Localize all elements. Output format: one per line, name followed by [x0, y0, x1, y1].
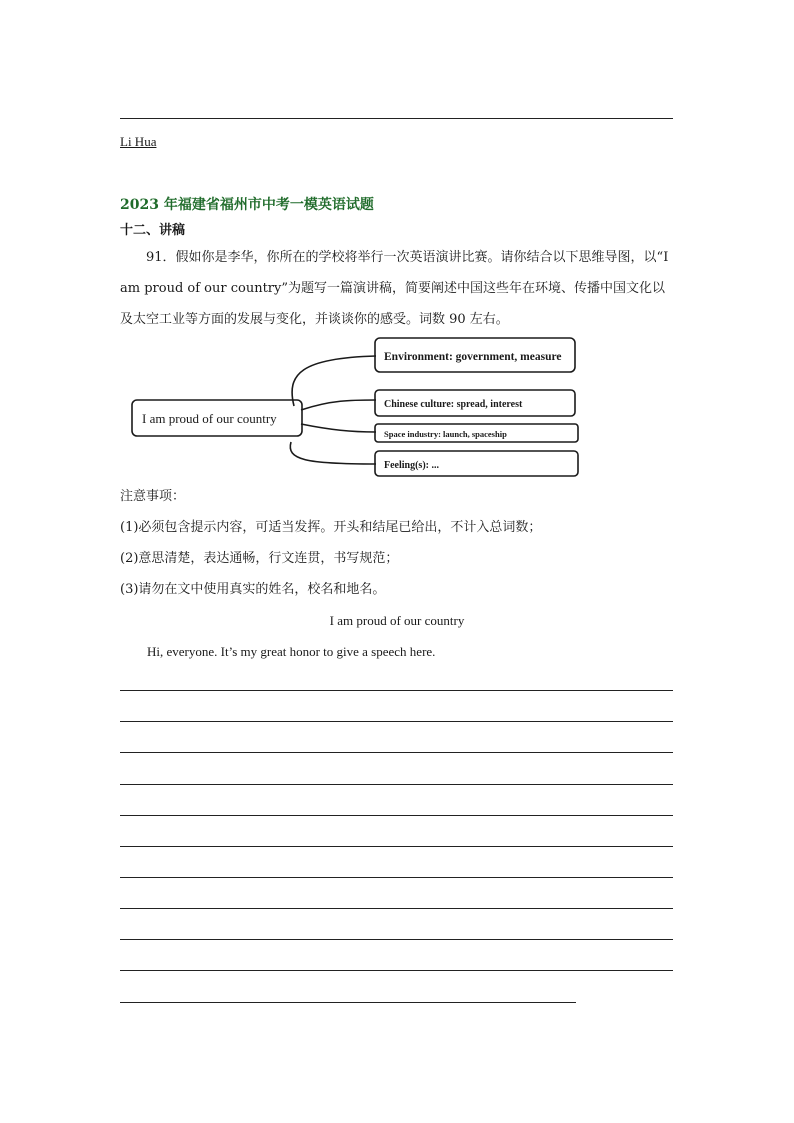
writing-line [120, 721, 673, 722]
writing-line [120, 690, 673, 691]
branch-label-culture: Chinese culture: spread, interest [384, 399, 523, 410]
writing-line [120, 939, 673, 940]
section-heading: 十二、讲稿 [120, 223, 186, 238]
top-answer-line [120, 118, 673, 119]
note-item-2: (2)意思清楚，表达通畅，行文连贯，书写规范； [120, 551, 399, 566]
writing-line-last [120, 1002, 576, 1003]
center-node-label: I am proud of our country [142, 411, 277, 426]
branch-label-space: Space industry: launch, spaceship [384, 429, 507, 439]
branch-label-environment: Environment: government, measure [384, 351, 562, 363]
note-item-3: (3)请勿在文中使用真实的姓名，校名和地名。 [120, 582, 386, 597]
source-title: 2023 年福建省福州市中考一模英语试题 [120, 197, 374, 213]
writing-line [120, 970, 673, 971]
connector-culture [301, 400, 376, 410]
connector-feeling [290, 442, 376, 464]
writing-line [120, 846, 673, 847]
writing-line [120, 815, 673, 816]
essay-opening: Hi, everyone. It’s my great honor to give a speech here. [147, 644, 436, 659]
connector-space [301, 424, 376, 432]
question-text: 假如你是李华，你所在的学校将举行一次英语演讲比赛。请你结合以下思维导图，以“I am proud of our country”为题写一篇演讲稿，简要阐述中国这些年在环境、传播中国文化以及太空工业等方面的发展与变化，并谈谈你的感受。词数 90 左右。 [120, 250, 669, 327]
writing-line [120, 752, 673, 753]
writing-line [120, 784, 673, 785]
note-item-1: (1)必须包含提示内容，可适当发挥。开头和结尾已给出，不计入总词数； [120, 520, 542, 535]
writing-line [120, 877, 673, 878]
question-number: 91． [146, 250, 176, 265]
essay-title: I am proud of our country [329, 613, 465, 628]
writing-line [120, 908, 673, 909]
notes-heading: 注意事项： [120, 489, 186, 504]
question-prompt [120, 242, 676, 335]
connector-environment [292, 356, 376, 406]
signature: Li Hua [120, 134, 157, 149]
mind-map [126, 334, 586, 482]
branch-label-feeling: Feeling(s): ... [384, 460, 439, 471]
